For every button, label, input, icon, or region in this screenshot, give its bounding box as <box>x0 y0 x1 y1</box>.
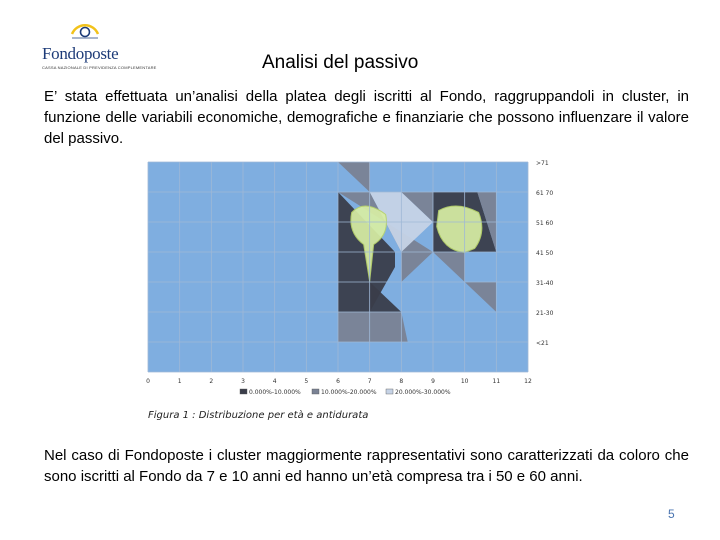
x-tick-1: 1 <box>177 378 182 385</box>
page-title: Analisi del passivo <box>262 52 419 73</box>
density-region-12 <box>338 312 408 342</box>
legend-swatch-2 <box>312 389 319 394</box>
intro-keyword: cluster <box>621 88 666 105</box>
legend-swatch-1 <box>240 389 247 394</box>
legend-label-2: 10.000%-20.000% <box>321 389 377 396</box>
x-tick-11: 11 <box>492 378 501 385</box>
figure-caption: Figura 1 : Distribuzione per età e antidurata <box>148 410 369 421</box>
legend-label-3: 20.000%-30.000% <box>395 389 451 396</box>
y-tick-2: 51 60 <box>536 220 554 227</box>
x-tick-4: 4 <box>272 378 277 385</box>
legend-swatch-3 <box>386 389 393 394</box>
distribution-chart <box>140 156 560 406</box>
intro-paragraph <box>44 86 689 149</box>
y-tick-0: >71 <box>536 160 549 167</box>
x-tick-2: 2 <box>209 378 214 385</box>
y-tick-3: 41 50 <box>536 250 554 257</box>
x-tick-0: 0 <box>146 378 150 385</box>
intro-text-end: , in funzione delle variabili economiche, demografiche e finanziarie che possono influenzare il valore del passivo. <box>44 88 689 147</box>
fondoposte-tagline: CASSA NAZIONALE DI PREVIDENZA COMPLEMENTARE <box>42 65 157 70</box>
x-tick-7: 7 <box>367 378 372 385</box>
fondoposte-brand: Fondoposte <box>42 44 119 63</box>
y-tick-1: 61 70 <box>536 190 554 197</box>
x-tick-9: 9 <box>431 378 435 385</box>
x-tick-10: 10 <box>460 378 469 385</box>
legend-label-1: 0.000%-10.000% <box>249 389 301 396</box>
x-tick-3: 3 <box>241 378 245 385</box>
x-tick-6: 6 <box>336 378 340 385</box>
conclusion-paragraph: Nel caso di Fondoposte i cluster maggiormente rappresentativi sono caratterizzati da coloro che sono iscritti al Fondo da 7 e 10 anni ed hanno un’età compresa tra i 50 e 60 anni. <box>44 447 689 485</box>
y-tick-6: <21 <box>536 340 549 347</box>
intro-text-start: E’ stata effettuata un’analisi della platea degli iscritti al Fondo, raggruppandoli in <box>44 88 622 105</box>
y-tick-4: 31-40 <box>536 280 554 287</box>
y-tick-5: 21-30 <box>536 310 554 317</box>
fondoposte-logo-mark-icon <box>68 16 102 46</box>
x-tick-12: 12 <box>524 378 532 385</box>
x-tick-8: 8 <box>399 378 404 385</box>
fondoposte-logo <box>38 16 157 76</box>
x-tick-5: 5 <box>304 378 309 385</box>
page-number: 5 <box>668 507 675 521</box>
